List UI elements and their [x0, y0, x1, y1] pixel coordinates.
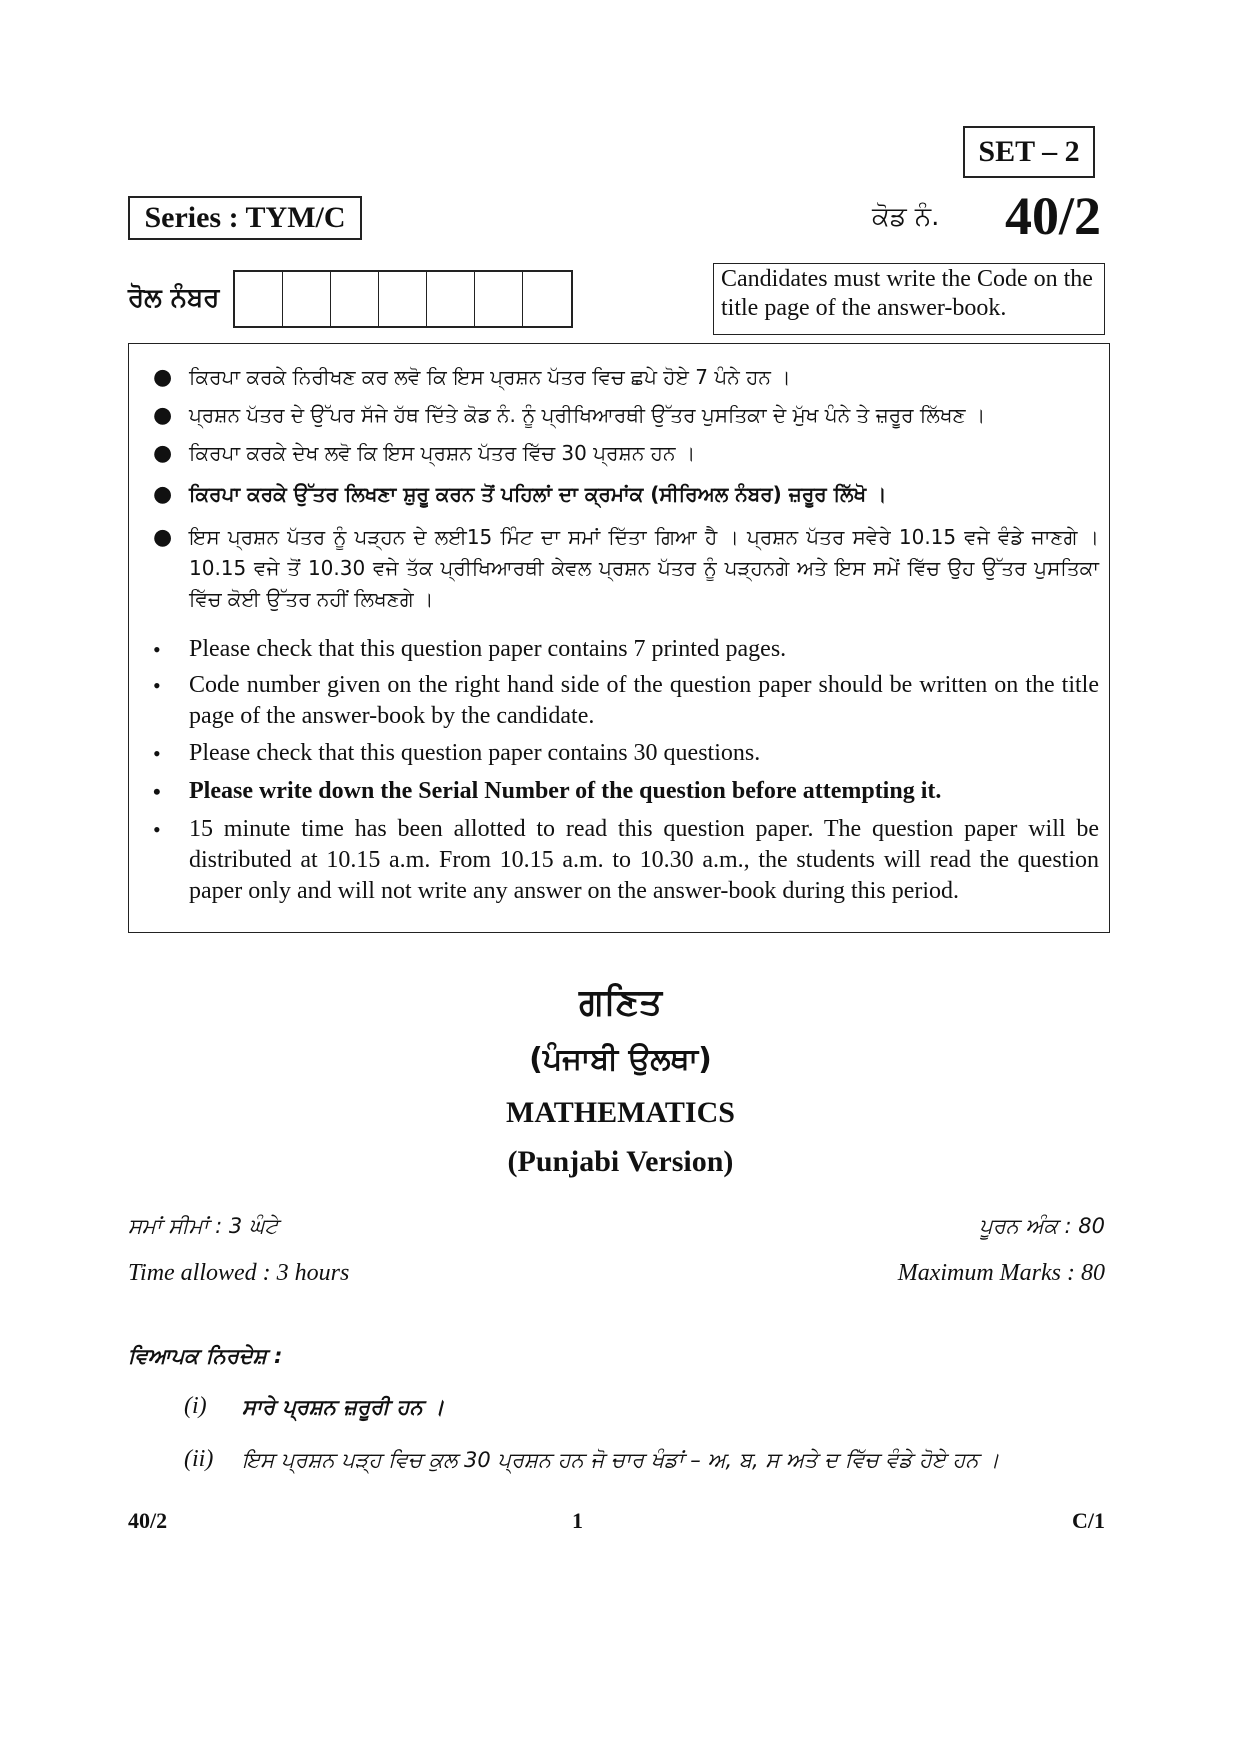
- roll-number-cell[interactable]: [475, 272, 523, 326]
- page-number: 1: [572, 1508, 583, 1533]
- bullet-icon: •: [153, 637, 161, 662]
- general-item-number: (i): [184, 1393, 207, 1419]
- general-item-text: ਸਾਰੇ ਪ੍ਰਸ਼ਨ ਜ਼ਰੂਰੀ ਹਨ ।: [242, 1395, 445, 1419]
- bullet-icon: ●: [153, 482, 173, 507]
- instruction-item: • Code number given on the right hand side of the question paper should be written on the title page of the answer-book by the candidate.: [153, 672, 1099, 729]
- bullet-icon: ●: [153, 403, 173, 428]
- bullet-icon: •: [153, 741, 161, 766]
- instruction-item: ● ਕਿਰਪਾ ਕਰਕੇ ਨਿਰੀਖਣ ਕਰ ਲਵੋ ਕਿ ਇਸ ਪ੍ਰਸ਼ਨ ਪੱਤਰ ਵਿਚ ਛਪੇ ਹੋਏ 7 ਪੰਨੇ ਹਨ ।: [189, 362, 1099, 393]
- roll-number-cell[interactable]: [379, 272, 427, 326]
- bullet-icon: ●: [153, 365, 173, 390]
- code-number: 40/2: [1005, 186, 1102, 246]
- series-label: Series : TYM/C: [128, 196, 362, 240]
- subject-title-punjabi: ਗਣਿਤ: [578, 982, 663, 1023]
- bullet-icon: •: [153, 673, 161, 698]
- footer-version: C/1: [1072, 1508, 1105, 1533]
- general-item-text: ਇਸ ਪ੍ਰਸ਼ਨ ਪੜ੍ਹ ਵਿਚ ਕੁਲ 30 ਪ੍ਰਸ਼ਨ ਹਨ ਜੋ ਚਾਰ ਖੰਡਾਂ – ਅ, ਬ, ਸ ਅਤੇ ਦ ਵਿੱਚ ਵੰਡੇ ਹੋਏ ਹਨ ।: [242, 1448, 1000, 1472]
- general-item-number: (ii): [184, 1446, 214, 1472]
- instructions-box: [128, 343, 1110, 933]
- roll-number-grid[interactable]: [233, 270, 573, 328]
- footer-code: 40/2: [128, 1508, 168, 1533]
- instruction-item: • 15 minute time has been allotted to read this question paper. The question paper will be distributed at 10.15 a.m. From 10.15 a.m. to 10.30 a.m., the students will read the question paper only and will not write any answer on the answer-book during this period.: [153, 816, 1099, 904]
- general-instructions-heading: ਵਿਆਪਕ ਨਿਰਦੇਸ਼ :: [128, 1344, 283, 1368]
- instruction-item: • Please write down the Serial Number of the question before attempting it.: [189, 776, 1099, 807]
- instruction-item: ● ਕਿਰਪਾ ਕਰਕੇ ਉੱਤਰ ਲਿਖਣਾ ਸ਼ੁਰੂ ਕਰਨ ਤੋਂ ਪਹਿਲਾਂ ਦਾ ਕ੍ਰਮਾਂਕ (ਸੀਰਿਅਲ ਨੰਬਰ) ਜ਼ਰੂਰ ਲਿੱਖੋ ।: [189, 479, 1099, 510]
- roll-number-cell[interactable]: [331, 272, 379, 326]
- bullet-icon: •: [153, 817, 161, 842]
- roll-number-cell[interactable]: [427, 272, 475, 326]
- instruction-item: • Please check that this question paper contains 7 printed pages.: [189, 634, 1099, 665]
- instruction-item: ● ਪ੍ਰਸ਼ਨ ਪੱਤਰ ਦੇ ਉੱਪਰ ਸੱਜੇ ਹੱਥ ਦਿੱਤੇ ਕੋਡ ਨੰ. ਨੂੰ ਪ੍ਰੀਖਿਆਰਥੀ ਉੱਤਰ ਪੁਸਤਿਕਾ ਦੇ ਮੁੱਖ ਪੰਨੇ ਤੇ ਜ਼ਰੂਰ ਲਿੱਖਣ ।: [189, 400, 1099, 431]
- candidates-note: Candidates must write the Code on the title page of the answer-book.: [713, 263, 1105, 335]
- time-allowed: Time allowed : 3 hours: [128, 1260, 350, 1286]
- roll-number-cell[interactable]: [235, 272, 283, 326]
- bullet-icon: ●: [153, 441, 173, 466]
- instruction-item: • Please check that this question paper contains 30 questions.: [189, 738, 1099, 769]
- set-label: SET – 2: [963, 126, 1095, 178]
- roll-number-cell[interactable]: [283, 272, 331, 326]
- code-label: ਕੋਡ ਨੰ.: [872, 202, 940, 232]
- instruction-item: ● ਕਿਰਪਾ ਕਰਕੇ ਦੇਖ ਲਵੋ ਕਿ ਇਸ ਪ੍ਰਸ਼ਨ ਪੱਤਰ ਵਿੱਚ 30 ਪ੍ਰਸ਼ਨ ਹਨ ।: [189, 438, 1099, 469]
- time-allowed-punjabi: ਸਮਾਂ ਸੀਮਾਂ : 3 ਘੰਟੇ: [128, 1214, 279, 1238]
- subject-title: MATHEMATICS: [506, 1096, 735, 1129]
- subject-subtitle: (Punjabi Version): [507, 1145, 734, 1178]
- bullet-icon: ●: [153, 525, 173, 550]
- max-marks-punjabi: ਪੂਰਨ ਅੰਕ : 80: [979, 1214, 1105, 1238]
- roll-number-label: ਰੋਲ ਨੰਬਰ: [128, 283, 220, 313]
- roll-number-cell[interactable]: [523, 272, 571, 326]
- instruction-item: ● ਇਸ ਪ੍ਰਸ਼ਨ ਪੱਤਰ ਨੂੰ ਪੜ੍ਹਨ ਦੇ ਲਈ15 ਮਿੰਟ ਦਾ ਸਮਾਂ ਦਿੱਤਾ ਗਿਆ ਹੈ । ਪ੍ਰਸ਼ਨ ਪੱਤਰ ਸਵੇਰੇ 10.15 ਵਜੇ ਵੰਡੇ ਜਾਣਗੇ । 10.15 ਵਜੇ ਤੋਂ 10.30 ਵਜੇ ਤੱਕ ਪ੍ਰੀਖਿਆਰਥੀ ਕੇਵਲ ਪ੍ਰਸ਼ਨ ਪੱਤਰ ਨੂੰ ਪੜ੍ਹਨਗੇ ਅਤੇ ਇਸ ਸਮੇਂ ਵਿੱਚ ਉਹ ਉੱਤਰ ਪੁਸਤਿਕਾ ਵਿੱਚ ਕੋਈ ਉੱਤਰ ਨਹੀਂ ਲਿਖਣਗੇ ।: [189, 522, 1099, 615]
- bullet-icon: •: [153, 779, 161, 804]
- subject-subtitle-punjabi: (ਪੰਜਾਬੀ ਉਲਥਾ): [529, 1042, 712, 1077]
- max-marks: Maximum Marks : 80: [897, 1260, 1105, 1286]
